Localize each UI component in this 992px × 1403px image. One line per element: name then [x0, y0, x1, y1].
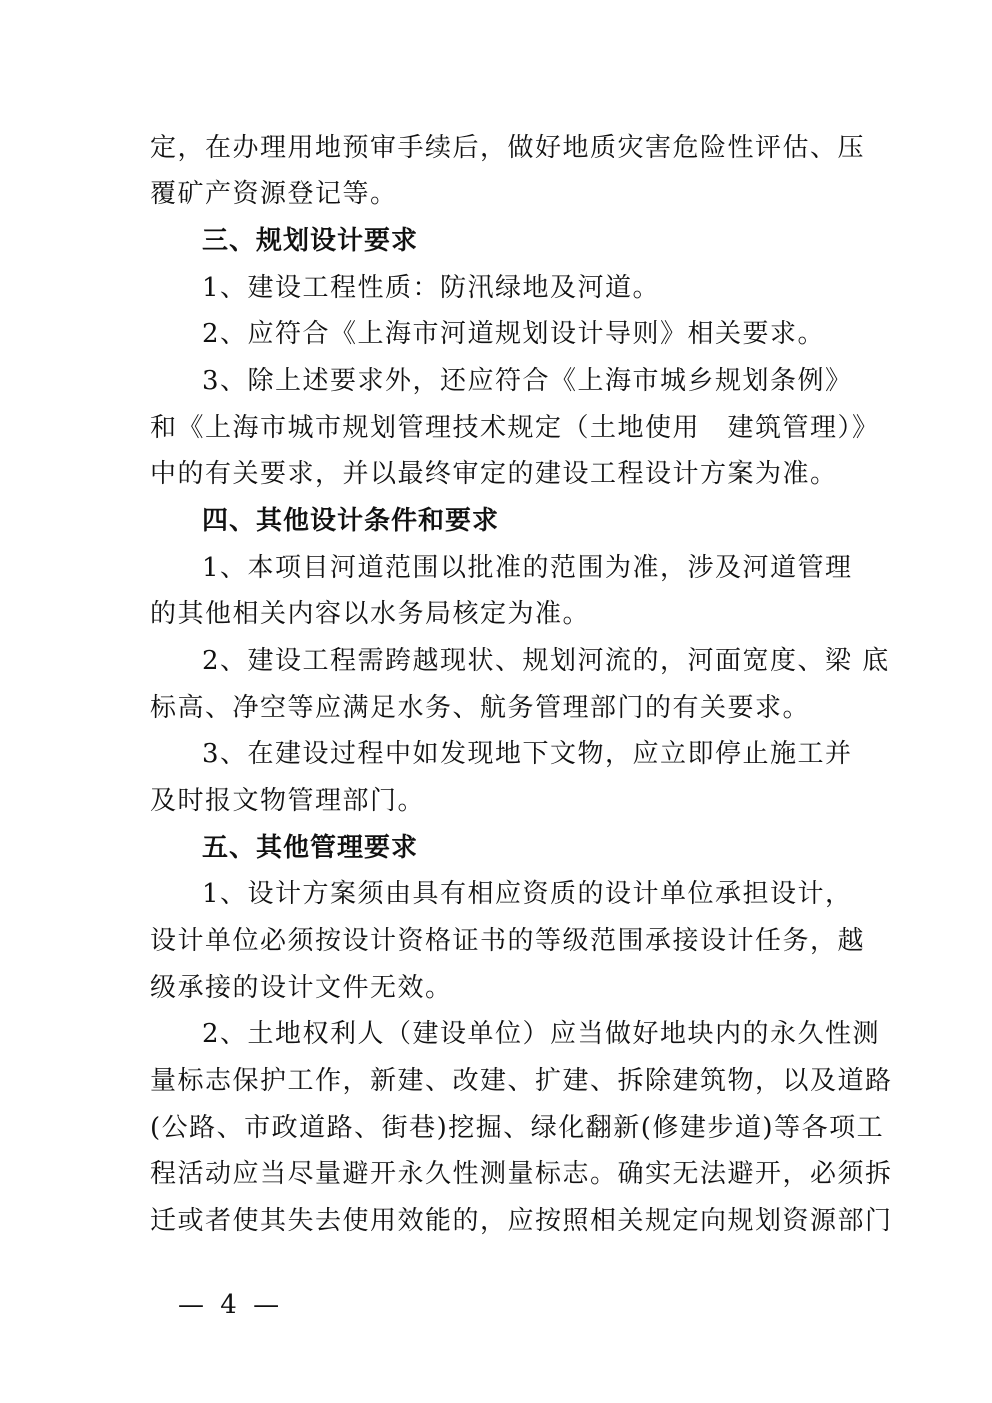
body-text-line: 程活动应当尽量避开永久性测量标志。确实无法避开，必须拆	[150, 1159, 893, 1189]
body-text-line: 量标志保护工作，新建、改建、扩建、拆除建筑物，以及道路	[150, 1066, 893, 1096]
body-text-line: 覆矿产资源登记等。	[150, 179, 398, 209]
body-text-line: 级承接的设计文件无效。	[150, 973, 453, 1003]
body-text-line: 中的有关要求，并以最终审定的建设工程设计方案为准。	[150, 459, 838, 489]
body-text-line: 1、本项目河道范围以批准的范围为准，涉及河道管理	[202, 553, 853, 583]
body-text-line: 定，在办理用地预审手续后，做好地质灾害危险性评估、压	[150, 133, 866, 163]
body-text-line: 2、应符合《上海市河道规划设计导则》相关要求。	[202, 319, 826, 349]
body-text-line: 标高、净空等应满足水务、航务管理部门的有关要求。	[150, 693, 811, 723]
body-text-line: 1、建设工程性质：防汛绿地及河道。	[202, 273, 661, 303]
body-text-line: 1、设计方案须由具有相应资质的设计单位承担设计，	[202, 879, 853, 909]
body-text-line: 的其他相关内容以水务局核定为准。	[150, 599, 591, 629]
section-heading: 三、规划设计要求	[202, 226, 419, 256]
body-text-line: (公路、市政道路、街巷)挖掘、绿化翻新(修建步道)等各项工	[150, 1113, 885, 1143]
body-text-line: 3、在建设过程中如发现地下文物，应立即停止施工并	[202, 739, 853, 769]
page-number: — 4 —	[178, 1290, 284, 1320]
body-text-line: 2、土地权利人（建设单位）应当做好地块内的永久性测	[202, 1019, 881, 1049]
body-text-line: 迁或者使其失去使用效能的，应按照相关规定向规划资源部门	[150, 1206, 893, 1236]
body-text-line: 和《上海市城市规划管理技术规定（土地使用 建筑管理）》	[150, 413, 880, 443]
body-text-line: 及时报文物管理部门。	[150, 786, 426, 816]
body-text-line: 3、除上述要求外，还应符合《上海市城乡规划条例》	[202, 366, 853, 396]
body-text-line: 设计单位必须按设计资格证书的等级范围承接设计任务，越	[150, 926, 866, 956]
body-text-line: 2、建设工程需跨越现状、规划河流的，河面宽度、梁 底	[202, 646, 890, 676]
section-heading: 五、其他管理要求	[202, 833, 419, 863]
section-heading: 四、其他设计条件和要求	[202, 506, 500, 536]
